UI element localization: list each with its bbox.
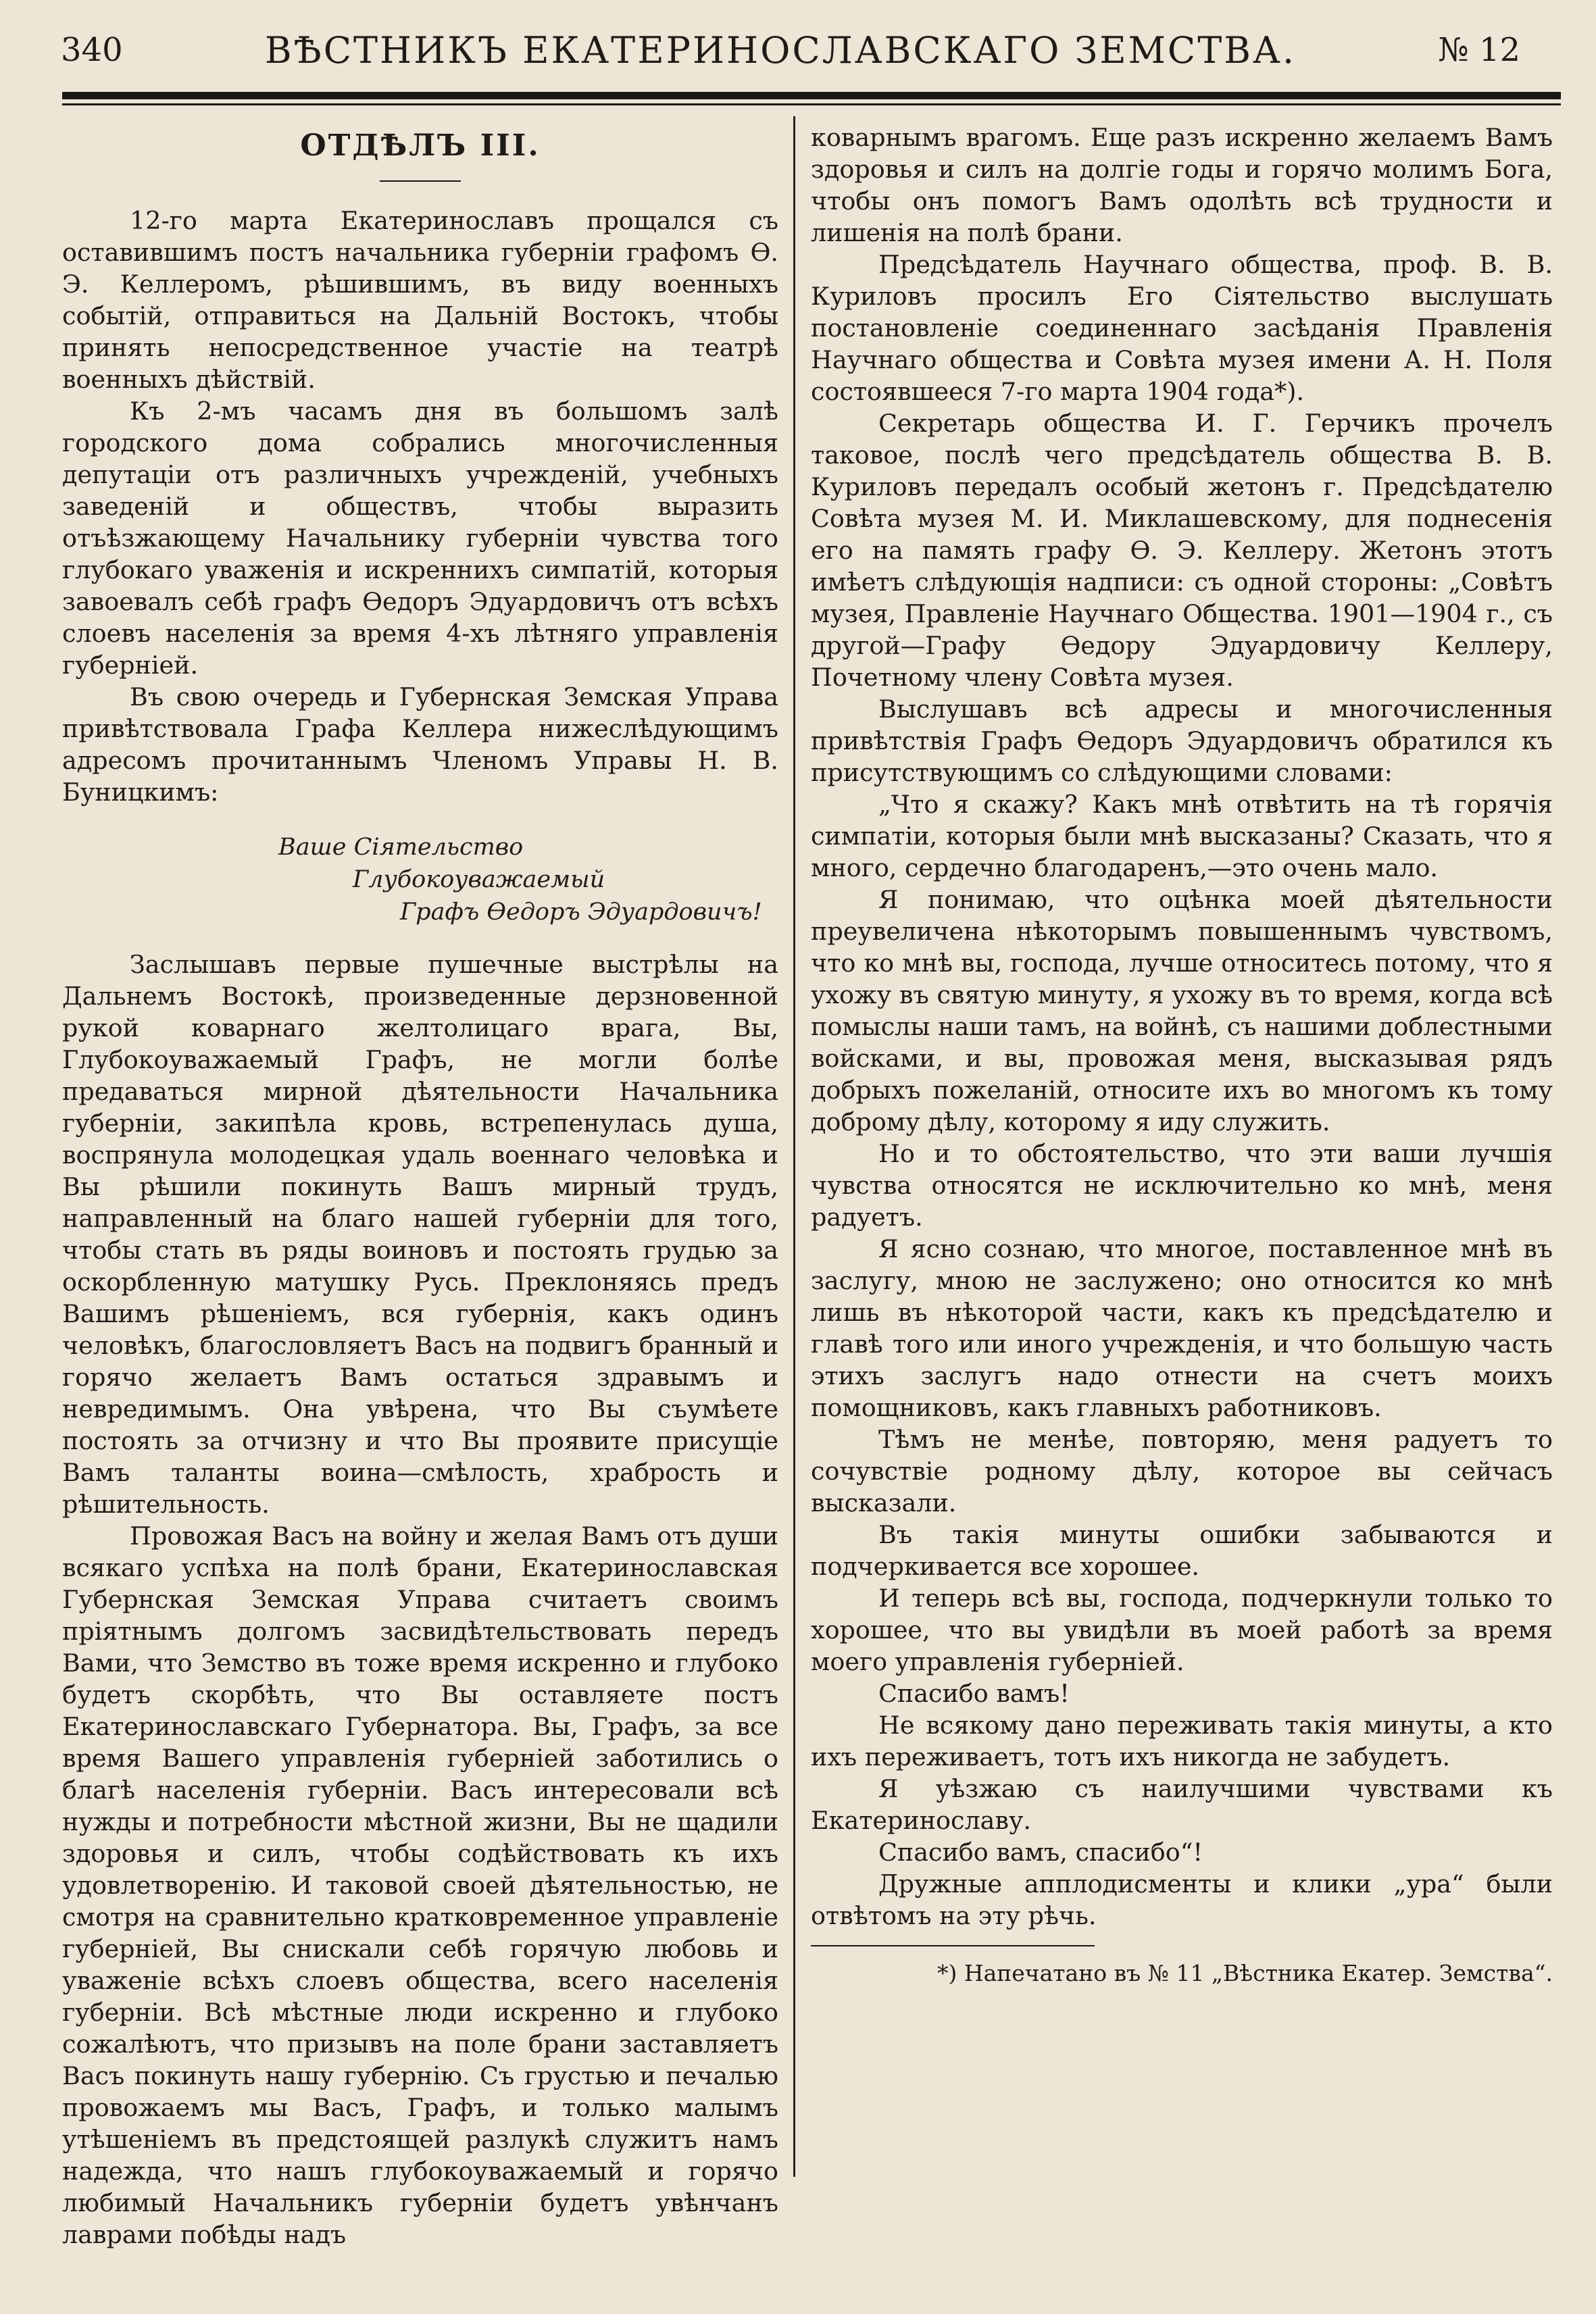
section-title: ОТДѢЛЪ III.	[300, 128, 541, 163]
page-number: 340	[61, 31, 123, 69]
footnote-rule	[811, 1945, 1095, 1946]
paragraph: 12-го марта Екатеринославъ прощался съ оставившимъ постъ начальника губерніи графомъ Ѳ. Э. Келлеромъ, рѣшившимъ, въ виду военныхъ событій, отправиться на Дальній Востокъ, чтобы принять непосредственное участіе на театрѣ военныхъ дѣйствій.	[62, 206, 778, 394]
paragraph: Тѣмъ не менѣе, повторяю, меня радуетъ то сочувствіе родному дѣлу, которое вы сейчасъ высказали.	[811, 1425, 1553, 1517]
salutation-line: Глубокоуважаемый	[353, 866, 605, 893]
paragraph: Предсѣдатель Научнаго общества, проф. В. В. Куриловъ просилъ Его Сіятельство выслушать постановленіе соединеннаго засѣданія Правленія Научнаго общества и Совѣта музея имени А. Н. Поля состоявшееся 7-го марта 1904 года*).	[811, 250, 1553, 406]
paragraph: Спасибо вамъ, спасибо“!	[878, 1838, 1203, 1867]
paragraph: Къ 2-мъ часамъ дня въ большомъ залѣ городского дома собрались многочисленныя депутаціи отъ различныхъ учрежденій, учебныхъ заведеній и обществъ, чтобы выразить отъѣзжающему Начальнику губерніи чувства того глубокаго уваженія и искреннихъ симпатій, которыя завоевалъ себѣ графъ Ѳедоръ Эдуардовичъ отъ всѣхъ слоевъ населенія за время 4-хъ лѣтняго управленія губерніей.	[62, 397, 778, 680]
paragraph: Выслушавъ всѣ адресы и многочисленныя привѣтствія Графъ Ѳедоръ Эдуардовичъ обратился къ присутствующимъ со слѣдующими словами:	[811, 695, 1553, 787]
paragraph: Въ такія минуты ошибки забываются и подчеркивается все хорошее.	[811, 1520, 1553, 1581]
title-rule	[380, 180, 461, 182]
salutation-line: Графъ Ѳедоръ Эдуардовичъ!	[400, 899, 762, 926]
paragraph: Секретарь общества И. Г. Герчикъ прочелъ таковое, послѣ чего предсѣдатель общества В. В. Куриловъ передалъ особый жетонъ г. Предсѣдателю Совѣта музея М. И. Миклашевскому, для поднесенія его на память графу Ѳ. Э. Келлеру. Жетонъ этотъ имѣетъ слѣдующія надписи: съ одной стороны: „Совѣтъ музея, Правленіе Научнаго Общества. 1901—1904 г., съ другой—Графу Ѳедору Эдуардовичу Келлеру, Почетному члену Совѣта музея.	[811, 409, 1553, 692]
paragraph: Дружные апплодисменты и клики „ура“ были отвѣтомъ на эту рѣчь.	[811, 1869, 1553, 1930]
header-rule-thin	[62, 103, 1561, 105]
paragraph: Я уѣзжаю съ наилучшими чувствами къ Екатеринославу.	[811, 1774, 1553, 1835]
journal-title: ВѢСТНИКЪ ЕКАТЕРИНОСЛАВСКАГО ЗЕМСТВА.	[264, 28, 1296, 72]
address-salutation	[62, 831, 778, 928]
paragraph: Я ясно сознаю, что многое, поставленное мнѣ въ заслугу, мною не заслужено; оно относится ко мнѣ лишь въ нѣкоторой части, какъ къ предсѣдателю и главѣ того или иного учрежденія, и что большую часть этихъ заслугъ надо отнести на счетъ моихъ помощниковъ, какъ главныхъ работниковъ.	[811, 1234, 1553, 1422]
paragraph: И теперь всѣ вы, господа, подчеркнули только то хорошее, что вы увидѣли въ моей работѣ за время моего управленія губерніей.	[811, 1584, 1553, 1676]
paragraph: Провожая Васъ на войну и желая Вамъ отъ души всякаго успѣха на полѣ брани, Екатеринославская Губернская Земская Управа считаетъ своимъ пріятнымъ долгомъ засвидѣтельствовать передъ Вами, что Земство въ тоже время искренно и глубоко будетъ скорбѣть, что Вы оставляете постъ Екатеринославскаго Губернатора. Вы, Графъ, за все время Вашего управленія губерніей заботились о благѣ населенія губерніи. Васъ интересовали всѣ нужды и потребности мѣстной жизни, Вы не щадили здоровья и силъ, чтобы содѣйствовать къ ихъ удовлетворенію. И таковой своей дѣятельностью, не смотря на сравнительно кратковременное управленіе губерніей, Вы снискали себѣ горячую любовь и уваженіе всѣхъ слоевъ общества, всего населенія губерніи. Всѣ мѣстные люди искренно и глубоко сожалѣютъ, что призывъ на поле брани заставляетъ Васъ покинуть нашу губернію. Съ грустью и печалью провожаемъ мы Васъ, Графъ, и только малымъ утѣшеніемъ въ предстоящей разлукѣ служитъ намъ надежда, что нашъ глубокоуважаемый и горячо любимый Начальникъ губерніи будетъ увѣнчанъ лаврами побѣды надъ	[62, 1521, 778, 2249]
column-divider	[793, 116, 795, 2177]
header-rule-thick	[62, 92, 1561, 99]
left-column	[62, 122, 778, 2250]
footnote: *) Напечатано въ № 11 „Вѣстника Екатер. Земства“.	[937, 1960, 1553, 1986]
paragraph: Не всякому дано переживать такія минуты, а кто ихъ переживаетъ, тотъ ихъ никогда не забудетъ.	[811, 1711, 1553, 1771]
page-header	[61, 23, 1520, 77]
paragraph: Но и то обстоятельство, что эти ваши лучшія чувства относятся не исключительно ко мнѣ, меня радуетъ.	[811, 1139, 1553, 1232]
salutation-line: Ваше Сіятельство	[278, 834, 524, 861]
paragraph: Заслышавъ первые пушечные выстрѣлы на Дальнемъ Востокѣ, произведенные дерзновенной рукой коварнаго желтолицаго врага, Вы, Глубокоуважаемый Графъ, не могли болѣе предаваться мирной дѣятельности Начальника губерніи, закипѣла кровь, встрепенулась душа, воспрянула молодецкая удаль военнаго человѣка и Вы рѣшили покинуть Вашъ мирный трудъ, направленный на благо нашей губерніи для того, чтобы стать въ ряды воиновъ и постоять грудью за оскорбленную матушку Русь. Преклоняясь предъ Вашимъ рѣшеніемъ, вся губернія, какъ одинъ человѣкъ, благословляетъ Васъ на подвигъ бранный и горячо желаетъ Вамъ остаться здравымъ и невредимымъ. Она увѣрена, что Вы съумѣете постоять за отчизну и что Вы проявите присущіе Вамъ таланты воина—смѣлость, храбрость и рѣшительность.	[62, 950, 778, 1519]
paragraph: Спасибо вамъ!	[878, 1679, 1070, 1708]
right-column	[811, 122, 1553, 1988]
paragraph: „Что я скажу? Какъ мнѣ отвѣтить на тѣ горячія симпатіи, которыя были мнѣ высказаны? Сказать, что я много, сердечно благодаренъ,—это очень мало.	[811, 790, 1553, 882]
paragraph: Я понимаю, что оцѣнка моей дѣятельности преувеличена нѣкоторымъ повышеннымъ чувствомъ, что ко мнѣ вы, господа, лучше относитесь потому, что я ухожу въ святую минуту, я ухожу въ то время, когда всѣ помыслы наши тамъ, на войнѣ, съ нашими доблестными войсками, и вы, провожая меня, высказывая рядъ добрыхъ пожеланій, относите ихъ во многомъ къ тому доброму дѣлу, которому я иду служить.	[811, 885, 1553, 1136]
paragraph-continued: коварнымъ врагомъ. Еще разъ искренно желаемъ Вамъ здоровья и силъ на долгіе годы и горячо молимъ Бога, чтобы онъ помогъ Вамъ одолѣть всѣ трудности и лишенія на полѣ брани.	[811, 123, 1553, 247]
paragraph: Въ свою очередь и Губернская Земская Управа привѣтствовала Графа Келлера нижеслѣдующимъ адресомъ прочитаннымъ Членомъ Управы Н. В. Буницкимъ:	[62, 682, 778, 807]
issue-number: № 12	[1438, 31, 1520, 69]
